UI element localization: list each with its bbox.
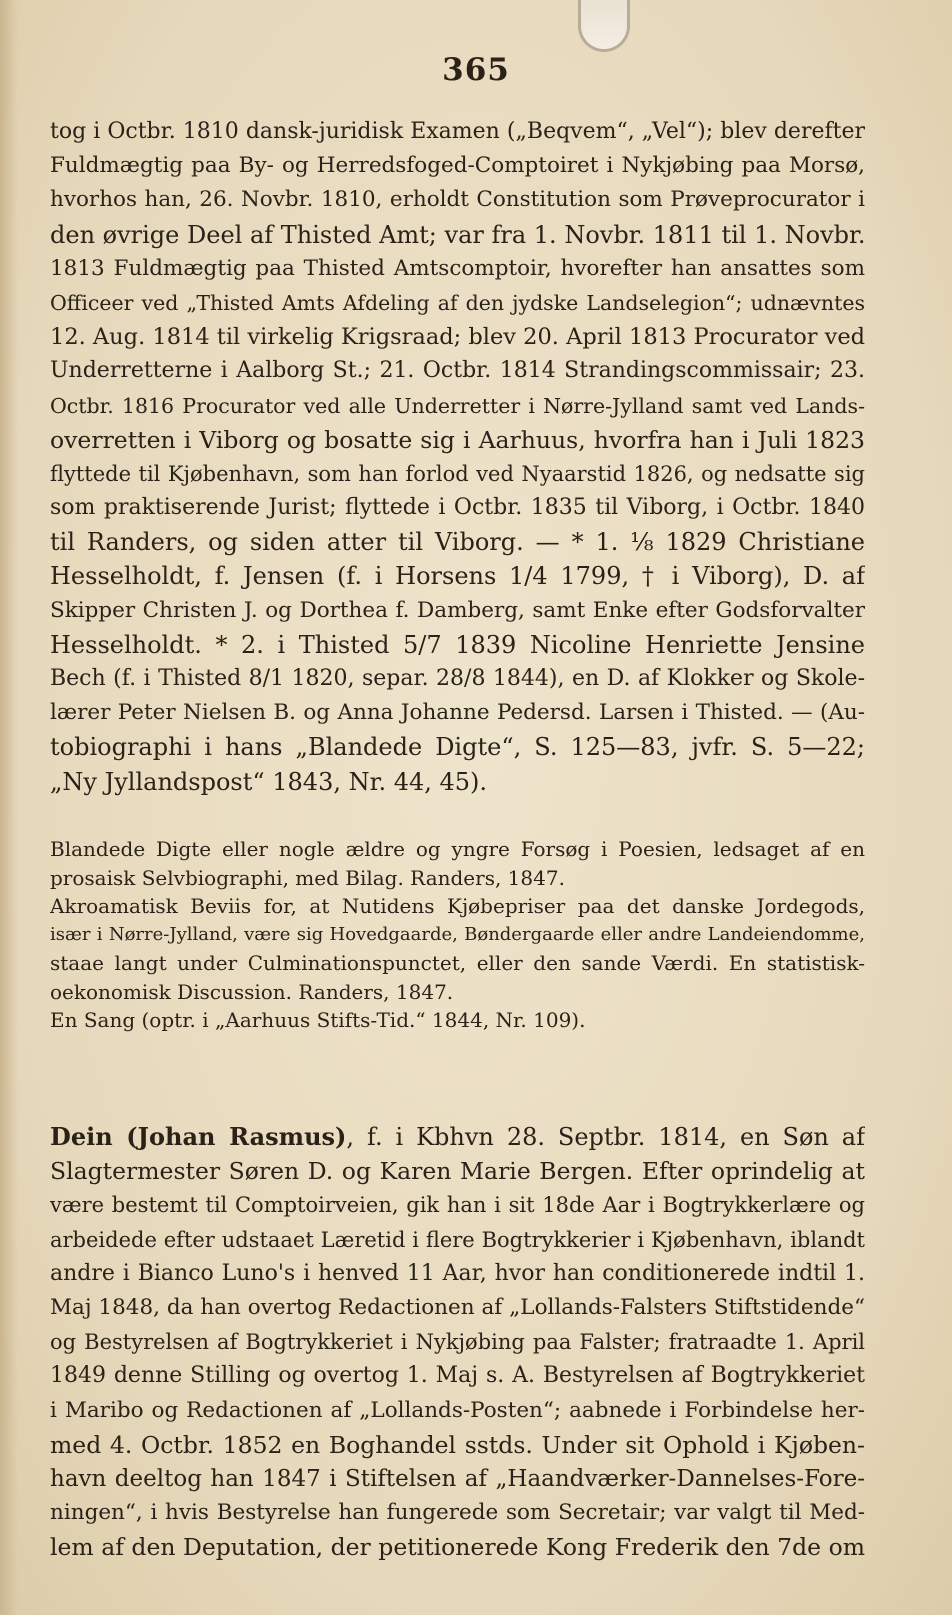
text-line: prosaisk Selvbiographi, med Bilag. Randers, 1847. xyxy=(50,865,565,890)
text-line: som praktiserende Jurist; flyttede i Octbr. 1835 til Viborg, i Octbr. 1840 xyxy=(50,495,865,521)
text-line: Bech (f. i Thisted 8/1 1820, separ. 28/8 1844), en D. af Klokker og Skole- xyxy=(50,666,865,691)
bibliography xyxy=(50,835,865,1035)
text-line: arbeidede efter udstaaet Læretid i flere Bogtrykkerier i Kjøbenhavn, iblandt xyxy=(50,1227,865,1252)
paper-clip xyxy=(578,0,630,52)
text-line: med 4. Octbr. 1852 en Boghandel sstds. Under sit Ophold i Kjøben- xyxy=(50,1430,865,1459)
text-line: 1849 denne Stilling og overtog 1. Maj s. A. Bestyrelsen af Bogtrykkeriet xyxy=(50,1363,865,1389)
entry-name: Dein (Johan Rasmus) xyxy=(50,1122,347,1151)
text-line: oekonomisk Discussion. Randers, 1847. xyxy=(50,979,454,1004)
text-line: Slagtermester Søren D. og Karen Marie Bergen. Efter oprindelig at xyxy=(50,1157,865,1186)
entry-first-line-rest: , f. i Kbhvn 28. Septbr. 1814, en Søn af xyxy=(346,1123,865,1151)
text-line: Hesselholdt, f. Jensen (f. i Horsens 1/4 1799, † i Viborg), D. af xyxy=(50,562,865,591)
page-number: 365 xyxy=(442,52,510,88)
text-line: Blandede Digte eller nogle ældre og yngre Forsøg i Poesien, ledsaget af en xyxy=(50,837,865,861)
text-line: Maj 1848, da han overtog Redactionen af „Lollands-Falsters Stiftstidende“ xyxy=(50,1294,865,1320)
text-line: og Bestyrelsen af Bogtrykkeriet i Nykjøbing paa Falster; fratraadte 1. April xyxy=(50,1330,865,1355)
binding-shadow xyxy=(0,0,18,1615)
text-line: tog i Octbr. 1810 dansk-juridisk Examen („Beqvem“, „Vel“); blev derefter xyxy=(50,119,865,144)
text-line: hvorhos han, 26. Novbr. 1810, erholdt Constitution som Prøveprocurator i xyxy=(50,187,865,213)
text-line: andre i Bianco Luno's i henved 11 Aar, hvor han conditionerede indtil 1. xyxy=(50,1260,865,1286)
entry-first-line xyxy=(50,1120,865,1154)
text-line: flyttede til Kjøbenhavn, som han forlod ved Nyaarstid 1826, og nedsatte sig xyxy=(50,461,865,486)
text-line: Fuldmægtig paa By- og Herredsfoged-Comptoiret i Nykjøbing paa Morsø, xyxy=(50,153,865,179)
text-line: Octbr. 1816 Procurator ved alle Underretter i Nørre-Jylland samt ved Lands- xyxy=(50,393,865,418)
text-line: havn deeltog han 1847 i Stiftelsen af „Haandværker-Dannelses-Fore- xyxy=(50,1465,865,1492)
text-line: Skipper Christen J. og Dorthea f. Damberg, samt Enke efter Godsforvalter xyxy=(50,597,865,623)
text-line: især i Nørre-Jylland, være sig Hovedgaarde, Bøndergaarde eller andre Landeiendomme, xyxy=(50,923,865,945)
text-line: Officeer ved „Thisted Amts Afdeling af den jydske Landselegion“; udnævntes xyxy=(50,290,865,315)
text-line: Underretterne i Aalborg St.; 21. Octbr. 1814 Strandingscommissair; 23. xyxy=(50,358,865,384)
text-line: 12. Aug. 1814 til virkelig Krigsraad; blev 20. April 1813 Procurator ved xyxy=(50,324,865,351)
text-line: lem af den Deputation, der petitionerede Kong Frederik den 7de om xyxy=(50,1533,865,1562)
text-line: En Sang (optr. i „Aarhuus Stifts-Tid.“ 1844, Nr. 109). xyxy=(50,1008,586,1032)
text-line: den øvrige Deel af Thisted Amt; var fra 1. Novbr. 1811 til 1. Novbr. xyxy=(50,220,865,249)
text-line: være bestemt til Comptoirveien, gik han i sit 18de Aar i Bogtrykkerlære og xyxy=(50,1193,865,1218)
text-line: lærer Peter Nielsen B. og Anna Johanne Pedersd. Larsen i Thisted. — (Au- xyxy=(50,700,865,726)
text-line: tobiographi i hans „Blandede Digte“, S. 125—83, jvfr. S. 5—22; xyxy=(50,733,865,762)
text-line: „Ny Jyllandspost“ 1843, Nr. 44, 45). xyxy=(50,767,488,796)
text-line: 1813 Fuldmægtig paa Thisted Amtscomptoir, hvorefter han ansattes som xyxy=(50,255,865,281)
entry-dein xyxy=(50,1120,865,1564)
text-line: i Maribo og Redactionen af „Lollands-Posten“; aabnede i Forbindelse her- xyxy=(50,1397,865,1423)
text-line: ningen“, i hvis Bestyrelse han fungerede som Secretair; var valgt til Med- xyxy=(50,1500,865,1526)
text-line: Akroamatisk Beviis for, at Nutidens Kjøbepriser paa det danske Jordegods, xyxy=(50,894,865,918)
text-line: staae langt under Culminationspunctet, eller den sande Værdi. En statistisk- xyxy=(50,951,865,975)
entry-continuation xyxy=(50,115,865,799)
text-line: Hesselholdt. * 2. i Thisted 5/7 1839 Nicoline Henriette Jensine xyxy=(50,630,865,659)
text-line: overretten i Viborg og bosatte sig i Aarhuus, hvorfra han i Juli 1823 xyxy=(50,425,865,454)
text-line: til Randers, og siden atter til Viborg. — * 1. ⅛ 1829 Christiane xyxy=(50,528,865,557)
